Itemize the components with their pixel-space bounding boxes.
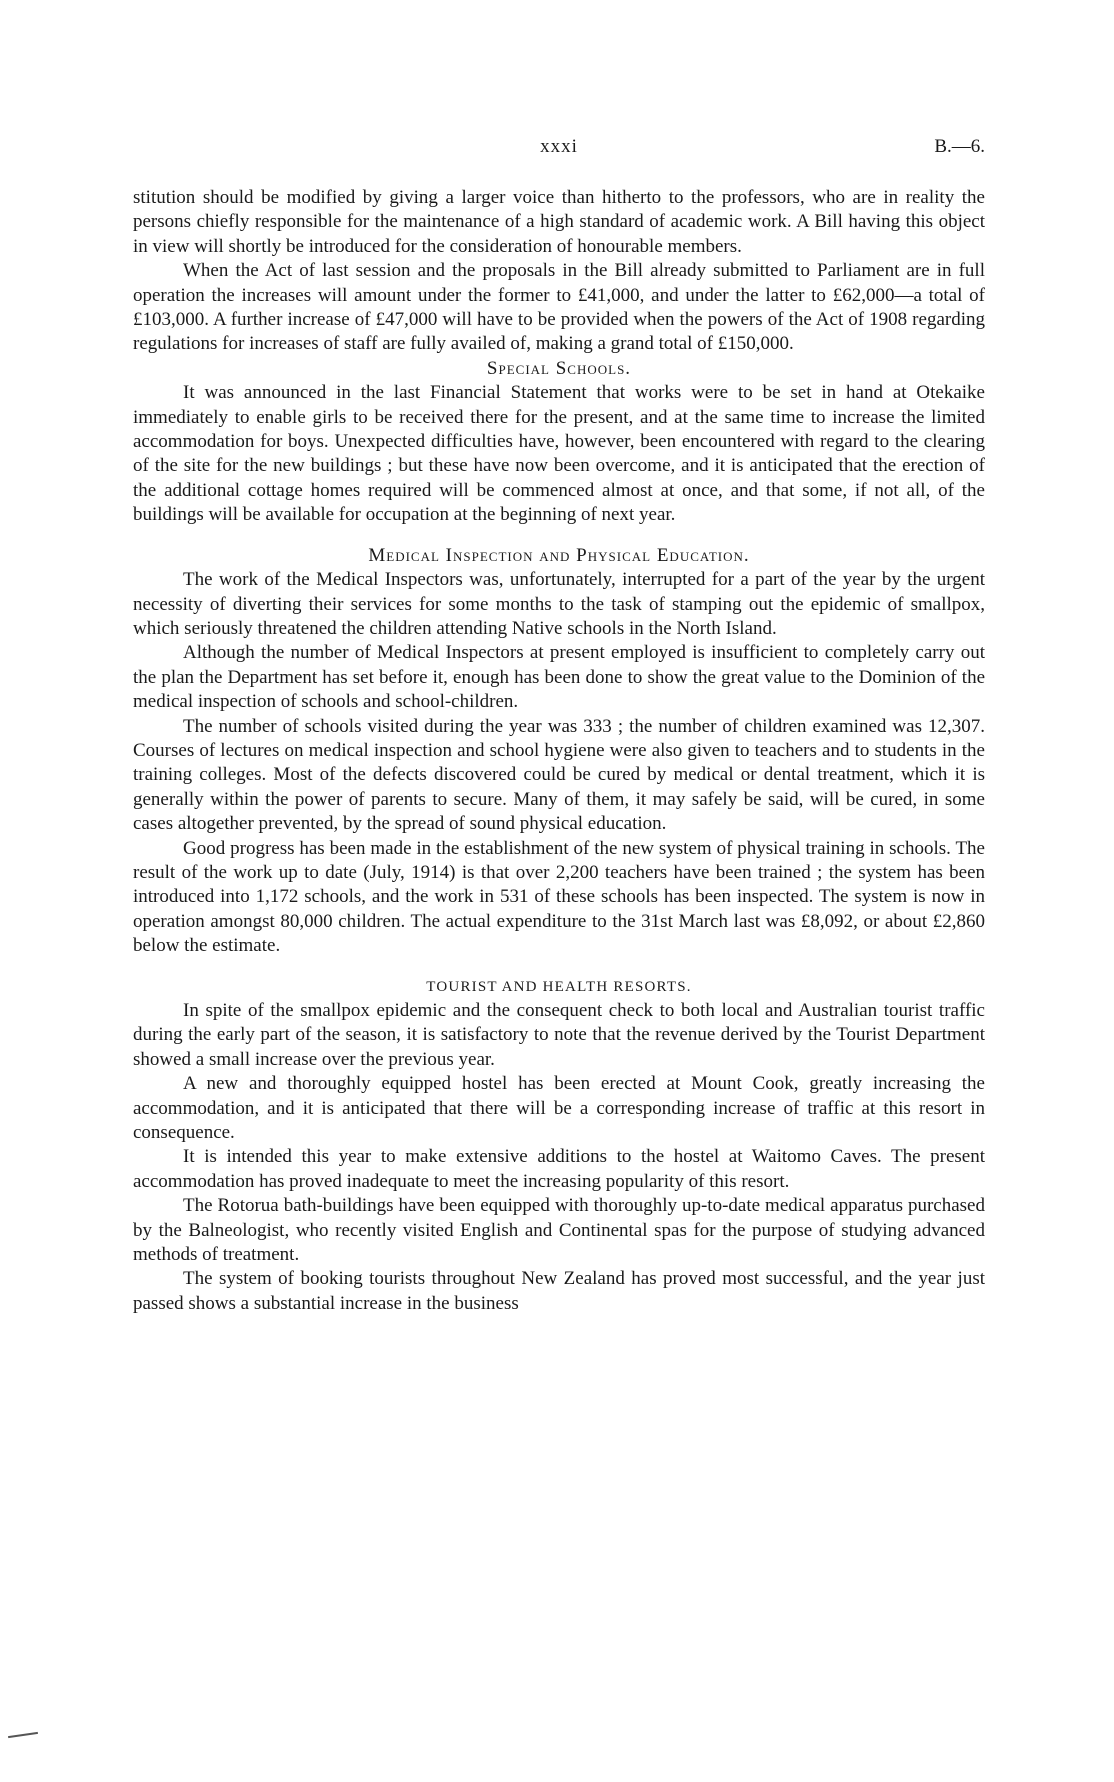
- section-gap: [133, 959, 985, 975]
- paragraph-insufficient-inspectors: Although the number of Medical Inspectors at present employed is insufficient to completely carry out the plan the Department has set before it, enough has been done to show the great value to the Dominion of the medical inspection of schools and school-children.: [133, 642, 985, 713]
- paragraph-medical-inspectors: The work of the Medical Inspectors was, unfortunately, interrupted for a part of the year by the urgent necessity of diverting their services for some months to the task of stamping out the epidemic of smallpox, which seriously threatened the children attending Native schools in the North Island.: [133, 569, 985, 639]
- paragraph-waitomo: It is intended this year to make extensive additions to the hostel at Waitomo Caves. The present accommodation has proved inadequate to meet the increasing popularity of this resort.: [133, 1146, 985, 1192]
- paragraph-rotorua: The Rotorua bath-buildings have been equipped with thoroughly up-to-date medical apparatus purchased by the Balneologist, who recently visited English and Continental spas for the purpose of studying advanced methods of treatment.: [133, 1195, 985, 1266]
- running-head: [133, 136, 985, 162]
- paragraph-schools-visited: The number of schools visited during the year was 333 ; the number of children examined was 12,307. Courses of lectures on medical inspection and school hygiene were also given to teachers and to students in the training colleges. Most of the defects discovered could be cured by medical or dental treatment, which it is generally within the power of parents to secure. Many of them, it may safely be said, will be cured, in some cases altogether prevented, by the spread of sound physical education.: [133, 715, 985, 835]
- paragraph-increases: When the Act of last session and the proposals in the Bill already submitted to Parliament are in full operation the increases will amount under the former to £41,000, and under the latter to £62,000—a total of £103,000. A further increase of £47,000 will have to be provided when the powers of the Act of 1908 regarding regulations for increases of staff are fully availed of, making a grand total of £150,000.: [133, 260, 985, 355]
- heading-medical-inspection: Medical Inspection and Physical Education.: [368, 544, 750, 566]
- body-text: [133, 186, 985, 1316]
- document-reference: B.—6.: [934, 136, 985, 157]
- paragraph-continuation: stitution should be modified by giving a larger voice than hitherto to the professors, who are in reality the persons chiefly responsible for the maintenance of a high standard of academic work. A Bill having this object in view will shortly be introduced for the consideration of honourable members.: [133, 187, 985, 257]
- heading-tourist-resorts: TOURIST AND HEALTH RESORTS.: [426, 978, 692, 995]
- paragraph-booking-system: The system of booking tourists throughout New Zealand has proved most successful, and the year just passed shows a substantial increase in the business: [133, 1268, 985, 1314]
- paragraph-otekaike: It was announced in the last Financial Statement that works were to be set in hand at Otekaike immediately to enable girls to be received there for the present, and at the same time to increase the limited accommodation for boys. Unexpected difficulties have, however, been encountered with regard to the clearing of the site for the new buildings ; but these have now been overcome, and it is anticipated that the erection of the additional cottage homes required will be commenced almost at once, and that some, if not all, of the buildings will be available for occupation at the beginning of next year.: [133, 382, 985, 526]
- heading-special-schools: Special Schools.: [486, 357, 632, 379]
- page-folio: xxxi: [540, 136, 578, 157]
- paragraph-smallpox-tourism: In spite of the smallpox epidemic and the consequent check to both local and Australian tourist traffic during the early part of the season, it is satisfactory to note that the revenue derived by the Tourist Department showed a small increase over the previous year.: [133, 1000, 985, 1070]
- paragraph-mount-cook: A new and thoroughly equipped hostel has been erected at Mount Cook, greatly increasing the accommodation, and it is anticipated that there will be a corresponding increase of traffic at this resort in consequence.: [133, 1073, 985, 1144]
- margin-mark: [8, 1732, 38, 1738]
- section-gap: [133, 528, 985, 544]
- paragraph-physical-training: Good progress has been made in the establishment of the new system of physical training in schools. The result of the work up to date (July, 1914) is that over 2,200 teachers have been trained ; the system has been introduced into 1,172 schools, and the work in 531 of these schools has been inspected. The system is now in operation amongst 80,000 children. The actual expenditure to the 31st March last was £8,092, or about £2,860 below the estimate.: [133, 837, 985, 957]
